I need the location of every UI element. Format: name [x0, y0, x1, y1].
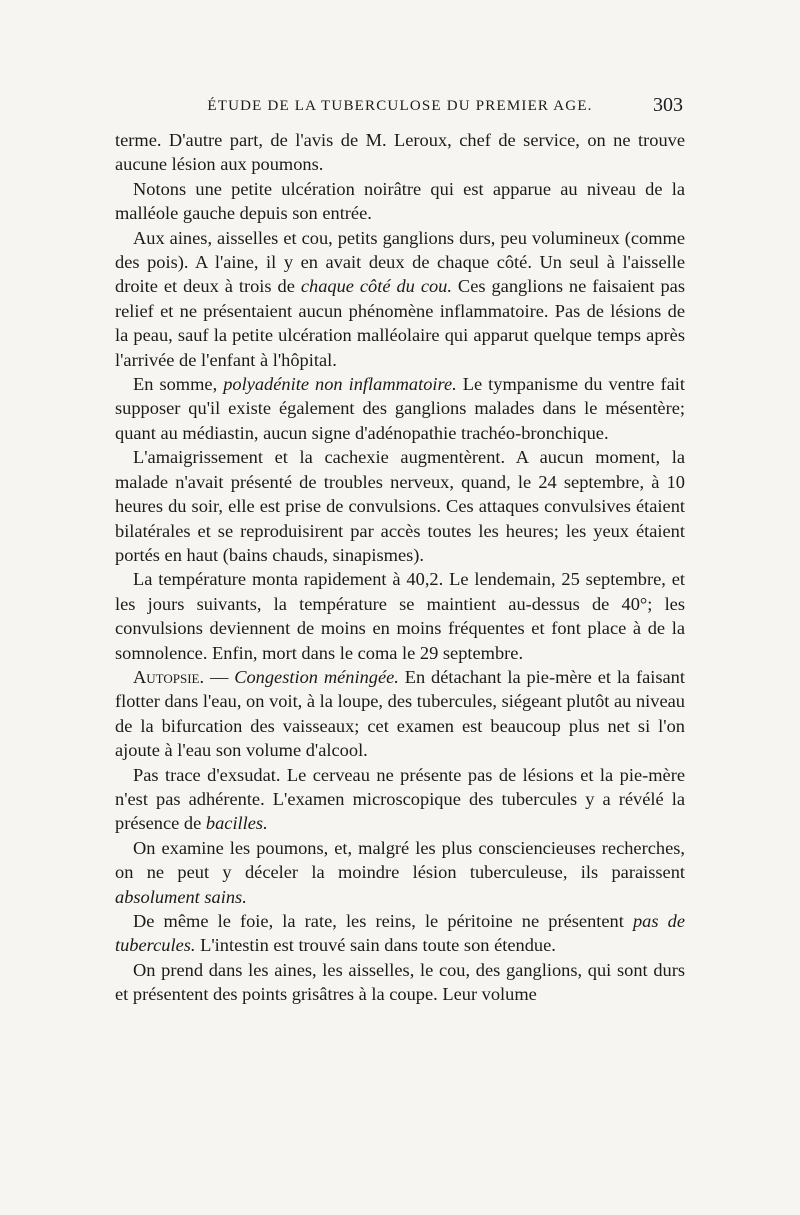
paragraph: [115, 763, 685, 836]
text-run: Notons une petite ulcération noirâtre qui est apparue au niveau de la malléole gauche depuis son entrée.: [115, 178, 685, 224]
text-run: La température monta rapidement à 40,2. Le lendemain, 25 septembre, et les jours suivants, la température se maintient au-dessus de 40°; les convulsions deviennent de moins en moins fréquentes et font place à de la somnolence. Enfin, mort dans le coma le 29 septembre.: [115, 569, 685, 663]
text-run: Le tympanisme du ventre fait supposer qu'il existe également des ganglions malades dans le mésentère; quant au médiastin, aucun signe d'adénopathie trachéo-bronchique.: [115, 374, 685, 443]
text-run: L'amaigrissement et la cachexie augmentèrent. A aucun moment, la malade n'avait présenté de troubles nerveux, quand, le 24 septembre, à 10 heures du soir, elle est prise de convulsions. Ces attaques convulsives étaient bilatérales et se reproduisirent par accès toutes les heures; les yeux étaient portés en haut (bains chauds, sinapismes).: [115, 447, 685, 565]
paragraph: [115, 909, 685, 958]
paragraph: [115, 372, 685, 445]
paragraph: [115, 958, 685, 1007]
text-run: terme. D'autre part, de l'avis de M. Leroux, chef de service, on ne trouve aucune lésion aux poumons.: [115, 130, 685, 175]
italic-text: chaque côté du cou.: [300, 276, 452, 297]
page-header: [115, 94, 685, 124]
text-run: L'intestin est trouvé sain dans toute son étendue.: [195, 935, 556, 956]
text-run: —: [204, 666, 235, 687]
italic-text: bacilles.: [205, 813, 268, 834]
paragraph: [115, 445, 685, 567]
italic-text: absolument sains.: [115, 886, 247, 907]
paragraph: [115, 665, 685, 763]
text-run: Ces ganglions ne faisaient pas relief et ne présentaient aucun phénomène inflammatoire. Pas de lésions de la peau, sauf la petite ulcération malléolaire qui apparut quelque temps après l'arrivée de l'enfant à l'hôpital.: [115, 276, 685, 370]
body-text: [115, 128, 685, 1007]
text-run: En détachant la pie-mère et la faisant flotter dans l'eau, on voit, à la loupe, des tubercules, siégeant plutôt au niveau de la bifurcation des vaisseaux; cet examen est beaucoup plus net si l'on ajoute à l'eau son volume d'alcool.: [115, 666, 685, 761]
paragraph: [115, 177, 685, 226]
text-run: En somme,: [133, 374, 224, 395]
text-run: De même le foie, la rate, les reins, le péritoine ne présentent: [133, 911, 633, 931]
text-run: On prend dans les aines, les aisselles, le cou, des ganglions, qui sont durs et présentent des points grisâtres à la coupe. Leur volume: [115, 959, 685, 1005]
paragraph: [115, 226, 685, 372]
paragraph: [115, 836, 685, 909]
page-number: 303: [653, 94, 683, 116]
text-run: Pas trace d'exsudat. Le cerveau ne présente pas de lésions et la pie-mère n'est pas adhérente. L'examen microscopique des tubercules y a révélé la présence de: [115, 764, 685, 834]
italic-text: polyadénite non inflammatoire.: [223, 374, 457, 395]
text-run: Aux aines, aisselles et cou, petits ganglions durs, peu volumineux (comme des pois). A l'aine, il y en avait deux de chaque côté. Un seul à l'aisselle droite et deux à trois de: [115, 227, 685, 297]
italic-text: Congestion méningée.: [234, 666, 399, 687]
italic-text: pas de tubercules.: [115, 911, 685, 956]
text-run: On examine les poumons, et, malgré les plus consciencieuses recherches, on ne peut y déceler la moindre lésion tuberculeuse, ils paraissent: [115, 837, 685, 883]
paragraph: [115, 128, 685, 177]
running-title: ÉTUDE DE LA TUBERCULOSE DU PREMIER AGE.: [207, 98, 593, 114]
paragraph: [115, 567, 685, 665]
section-label: Autopsie.: [133, 666, 205, 687]
